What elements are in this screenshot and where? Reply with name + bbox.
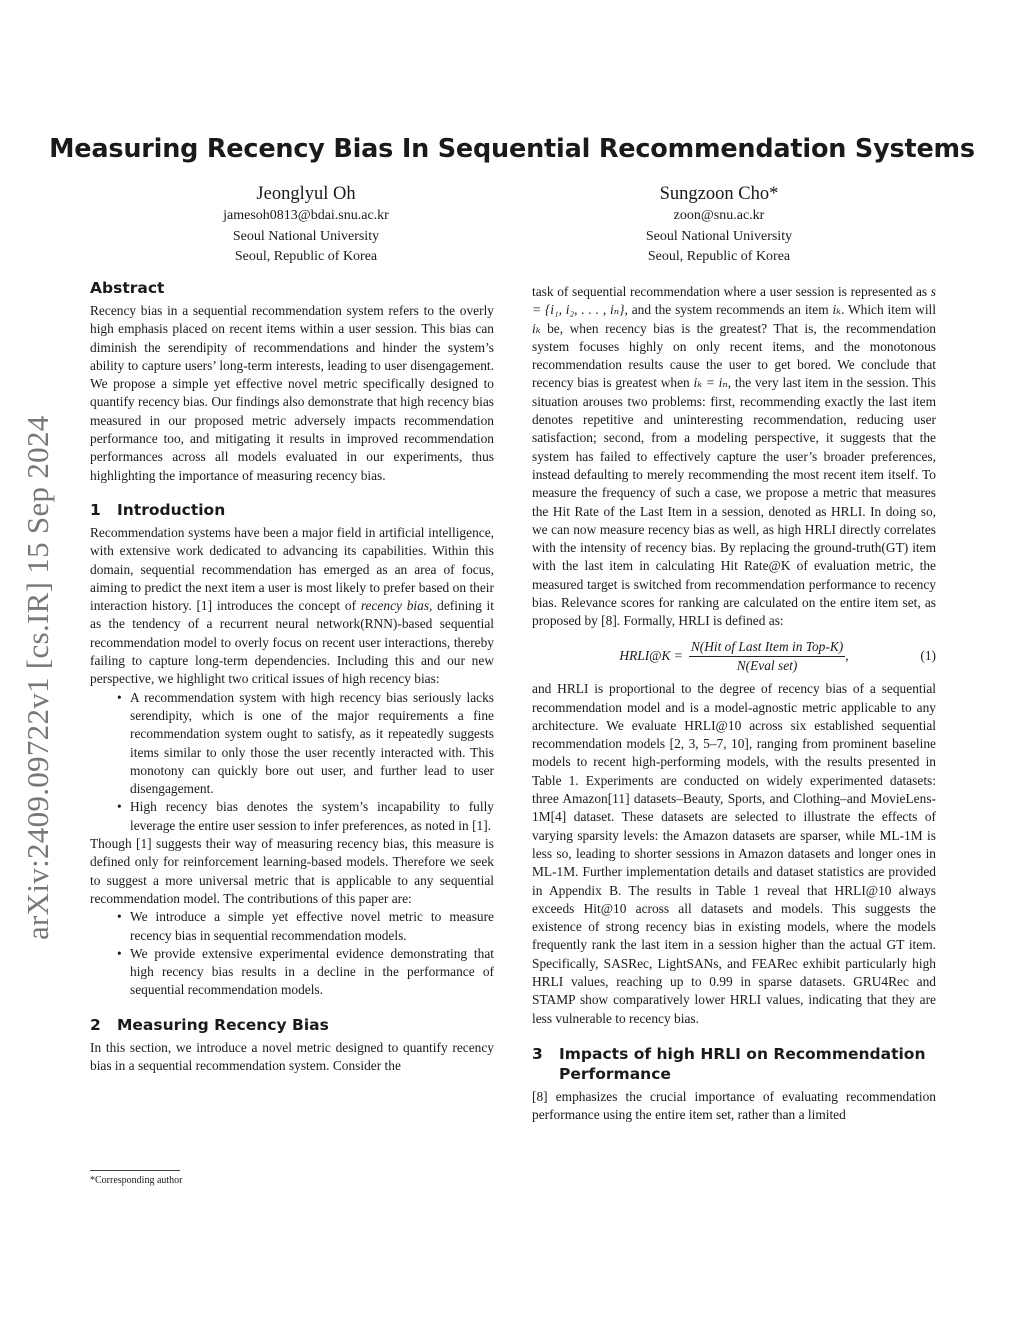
math: s = {i₁, i₂, . . . , iₙ} (532, 284, 936, 318)
equation-lhs: HRLI@K = (619, 648, 683, 664)
section3-paragraph: [8] emphasizes the crucial importance of evaluating recommendation performance using the entire item set, rather than a limited (532, 1088, 936, 1123)
author-name: Jeonglyul Oh (256, 184, 356, 204)
section2-paragraph: and HRLI is proportional to the degree of recency bias of a sequential recommendation model and is a model-agnostic metric applicable to any architecture. We evaluate HRLI@10 across six established sequential recommendation models [2, 3, 5–7, 10], ranging from prominent baseline models to recent high-performing models, with the results presented in Table 1. Experiments are conducted on widely experimented datasets: three Amazon[11] datasets–Beauty, Sports, and Clothing–and MovieLens-1M[4] dataset. These datasets are selected to illustrate the effects of varying sparsity levels: the Amazon datasets are sparser, while ML-1M is less so, leading to shorter sessions in Amazon datasets and longer ones in ML-1M. Further implementation details and dataset statistics are provided in Appendix B. The results in Table 1 reveal that HRLI@10 always exceeds Hit@10 across all datasets and models. This suggests the existence of strong recency bias in existing models, where the models frequently rank the last item in a session higher than the actual GT item. Specifically, SASRec, LightSANs, and FEARec exhibit particularly high HRLI values, reaching up to 0.99 in sparse datasets. GRU4Rec and STAMP show comparatively lower HRLI values, indicating that they are less vulnerable to recency bias. (532, 681, 936, 1026)
contribution-list (90, 908, 494, 999)
intro-paragraph: Though [1] suggests their way of measuring recency bias, this measure is defined only for reinforcement learning-based models. Therefore we seek to suggest a more universal metric that is applicable to any sequential recommendation model. The contributions of this paper are: (90, 836, 494, 906)
arxiv-identifier: arXiv:2409.09722v1 [cs.IR] 15 Sep 2024 (20, 415, 55, 940)
author-location: Seoul, Republic of Korea (647, 249, 791, 264)
text: Recommendation systems have been a major field in artificial intelligence, with extensive work dedicated to advancing its capabilities. Within this domain, sequential recommendation has emerged as an area of focus, aiming to predict the next item a user is most likely to prefer based on their interaction history. [1] introduces the concept of (90, 524, 494, 614)
author-email[interactable]: zoon@snu.ac.kr (673, 208, 765, 223)
section2-paragraph: In this section, we introduce a novel metric designed to quantify recency bias in a sequential recommendation system. Consider the (90, 1039, 494, 1073)
section-heading-impacts (532, 1044, 936, 1084)
text: , the very last item in the session. This situation arouses two problems: first, recommending exactly the last item denotes repetitive and uninteresting recommendation, reducing user satisfaction; second, from a modeling perspective, it suggests that the system has failed to effectively capture the user’s broader preferences, instead defaulting to merely recommending the most recent item itself. To measure the frequency of such a case, we propose a metric that measures the Hit Rate of the Last Item in a session, denoted as HRLI. In doing so, we can now measure recency bias as well, as high HRLI directly correlates with the intensity of recency bias. By replacing the ground-truth(GT) item with the last item in calculating Hit Rate@K of evaluation metric, the measured target is switched from recommendation performance to recency bias. Relevance scores for ranking are calculated on the entire item set, as proposed by [8]. Formally, HRLI is defined as: (532, 375, 936, 629)
emphasis: recency bias (360, 598, 430, 614)
left-column (90, 278, 494, 1075)
issue-list (90, 689, 494, 835)
equation-number: (1) (920, 648, 936, 664)
list-item: • We introduce a simple yet effective novel metric to measure recency bias in sequential recommendation models. (130, 908, 494, 945)
author-location: Seoul, Republic of Korea (234, 249, 378, 264)
section-title: Impacts of high HRLI on Recommendation Performance (559, 1044, 926, 1083)
text: be, when recency bias is the greatest? That is, the recommendation system focuses highly on only recent items, and the monotonous recommendation results cause the user to get bored. We conclude that recency bias is greatest when (532, 320, 936, 391)
numerator: N(Hit of Last Item in Top-K) (689, 638, 845, 657)
section-title: Introduction (117, 500, 226, 519)
right-column (532, 283, 936, 1124)
abstract-text: Recency bias in a sequential recommendation system refers to the overly high emphasis placed on recent items within a user session. This bias can diminish the serendipity of recommendations and hinder the system’s ability to capture users’ long-term interests, leading to user disengagement. We propose a simple yet effective novel metric specifically designed to quantify recency bias. Our findings also demonstrate that high recency bias measured in our proposed metric adversely impacts recommendation performance too, and mitigating it results in improved recommendation performances across all models evaluated in our experiments, thus highlighting the importance of measuring recency bias. (90, 303, 494, 483)
text: task of sequential recommendation where a user session is represented as (532, 284, 931, 299)
section-title: Measuring Recency Bias (117, 1015, 329, 1034)
author-block (156, 182, 456, 268)
denominator: N(Eval set) (736, 657, 798, 673)
footnote: *Corresponding author (90, 1170, 180, 1186)
author-name: Sungzoon Cho* (659, 184, 779, 204)
author-affiliation: Seoul National University (645, 228, 793, 244)
punctuation: , (845, 648, 849, 664)
section2-paragraph-continued (532, 283, 936, 631)
author-affiliation: Seoul National University (232, 228, 380, 244)
section-number: 3 (532, 1044, 543, 1063)
section-number: 1 (90, 500, 101, 519)
text: . Which item will (841, 302, 936, 318)
list-item: • We provide extensive experimental evidence demonstrating that high recency bias results in a decline in the performance of sequential recommendation models. (130, 945, 494, 1000)
list-item: • High recency bias denotes the system’s incapability to fully leverage the entire user session to infer preferences, as noted in [1]. (130, 798, 494, 835)
section-heading-introduction (90, 500, 494, 520)
text: , and the system recommends an item (624, 302, 833, 318)
intro-paragraph (90, 524, 494, 689)
text: , defining it as the tendency of a recurrent neural network(RNN)-based sequential recommendation model to overly focus on recent user interactions, thereby failing to capture long-term dependencies. Including this and our new perspective, we highlight two critical issues of high recency bias: (90, 598, 494, 687)
math: iₖ (532, 320, 541, 336)
math: iₖ (832, 302, 842, 318)
abstract-heading: Abstract (90, 279, 165, 297)
section-number: 2 (90, 1015, 101, 1034)
equation-hrli (532, 638, 936, 676)
author-block (569, 182, 869, 268)
author-email[interactable]: jamesoh0813@bdai.snu.ac.kr (223, 208, 389, 223)
fraction (689, 638, 845, 676)
list-item: • A recommendation system with high recency bias seriously lacks serendipity, which is one of the major requirements a fine recommendation system ought to satisfy, as it repeatedly suggests items similar to only those the user recently interacted with. This monotony can quickly bore out user, and further lead to user disengagement. (130, 689, 494, 799)
section-heading-measuring (90, 1015, 494, 1035)
paper-title: Measuring Recency Bias In Sequential Recommendation Systems (49, 134, 975, 164)
math: iₖ = iₙ (693, 375, 728, 391)
